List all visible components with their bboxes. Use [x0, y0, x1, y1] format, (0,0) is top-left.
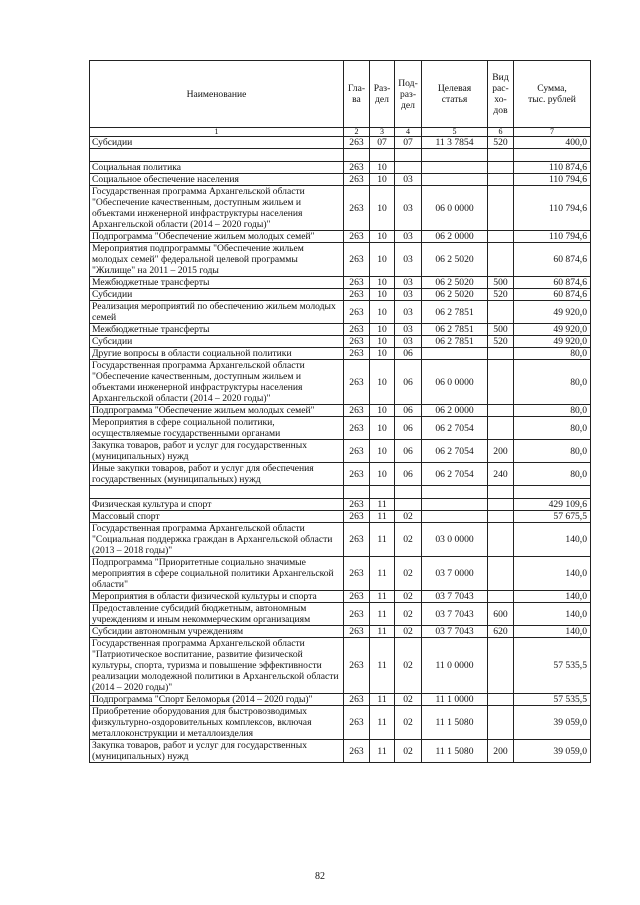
row-name: Мероприятия подпрограммы "Обеспечение жильем молодых семей" федеральной целевой программы "Жилище" на 2011 – 2015 годы: [90, 243, 344, 277]
row-glava: 263: [344, 417, 370, 440]
row-statya: 06 2 5020: [422, 277, 488, 289]
row-vid: [488, 348, 514, 360]
row-glava: 263: [344, 348, 370, 360]
column-number: 2: [344, 128, 370, 137]
row-name: Социальная политика: [90, 162, 344, 174]
row-statya: 06 2 0000: [422, 405, 488, 417]
row-razdel: 10: [370, 277, 395, 289]
row-glava: 263: [344, 289, 370, 301]
row-razdel: 10: [370, 301, 395, 324]
table-row: [90, 186, 591, 231]
spacer-cell: [514, 486, 591, 499]
row-statya: 03 7 7043: [422, 591, 488, 603]
row-glava: 263: [344, 557, 370, 591]
row-glava: 263: [344, 523, 370, 557]
row-podrazdel: 02: [395, 740, 422, 763]
row-podrazdel: 06: [395, 440, 422, 463]
row-glava: 263: [344, 511, 370, 523]
spacer-row: [90, 486, 591, 499]
row-summa: 39 059,0: [514, 706, 591, 740]
row-podrazdel: 03: [395, 231, 422, 243]
row-name: Массовый спорт: [90, 511, 344, 523]
row-vid: [488, 706, 514, 740]
spacer-cell: [422, 486, 488, 499]
table-row: [90, 174, 591, 186]
row-razdel: 11: [370, 694, 395, 706]
row-razdel: 10: [370, 174, 395, 186]
table-row: [90, 706, 591, 740]
table-row: [90, 638, 591, 694]
row-name: Государственная программа Архангельской области "Обеспечение качественным, доступным жильем и объектами инженерной инфраструктуры населения Архангельской области (2014 – 2020 годы)": [90, 360, 344, 405]
column-header: Наименование: [90, 61, 344, 128]
row-razdel: 10: [370, 360, 395, 405]
row-statya: 11 1 5080: [422, 706, 488, 740]
row-summa: 57 535,5: [514, 694, 591, 706]
table-row: [90, 511, 591, 523]
row-razdel: 10: [370, 463, 395, 486]
row-name: Межбюджетные трансферты: [90, 277, 344, 289]
row-razdel: 11: [370, 499, 395, 511]
row-podrazdel: [395, 162, 422, 174]
row-razdel: 10: [370, 324, 395, 336]
row-razdel: 10: [370, 405, 395, 417]
row-vid: 520: [488, 336, 514, 348]
row-vid: [488, 301, 514, 324]
row-summa: 49 920,0: [514, 324, 591, 336]
row-name: Государственная программа Архангельской области "Социальная поддержка граждан в Архангельской области (2013 – 2018 годы)": [90, 523, 344, 557]
row-summa: 60 874,6: [514, 289, 591, 301]
header-row: [90, 61, 591, 128]
table-row: [90, 694, 591, 706]
row-statya: 03 7 0000: [422, 557, 488, 591]
row-name: Предоставление субсидий бюджетным, автономным учреждениям и иным некоммерческим организациям: [90, 603, 344, 626]
column-number: 4: [395, 128, 422, 137]
spacer-row: [90, 149, 591, 162]
row-summa: 400,0: [514, 137, 591, 149]
row-name: Государственная программа Архангельской области "Обеспечение качественным, доступным жильем и объектами инженерной инфраструктуры населения Архангельской области (2014 – 2020 годы)": [90, 186, 344, 231]
table-row: [90, 137, 591, 149]
table-row: [90, 557, 591, 591]
row-glava: 263: [344, 405, 370, 417]
row-razdel: 11: [370, 638, 395, 694]
row-glava: 263: [344, 706, 370, 740]
table-row: [90, 243, 591, 277]
row-summa: 429 109,6: [514, 499, 591, 511]
row-razdel: 11: [370, 740, 395, 763]
row-vid: [488, 162, 514, 174]
table-row: [90, 231, 591, 243]
table-row: [90, 289, 591, 301]
spacer-cell: [488, 149, 514, 162]
row-name: Физическая культура и спорт: [90, 499, 344, 511]
row-podrazdel: 02: [395, 626, 422, 638]
row-name: Государственная программа Архангельской области "Патриотическое воспитание, развитие физической культуры, спорта, туризма и повышение эффективности реализации молодежной политики в Архангельской области (2014 – 2020 годы)": [90, 638, 344, 694]
row-summa: 57 535,5: [514, 638, 591, 694]
row-name: Реализация мероприятий по обеспечению жильем молодых семей: [90, 301, 344, 324]
row-razdel: 10: [370, 440, 395, 463]
row-summa: 80,0: [514, 405, 591, 417]
row-glava: 263: [344, 231, 370, 243]
row-glava: 263: [344, 277, 370, 289]
row-glava: 263: [344, 301, 370, 324]
row-glava: 263: [344, 591, 370, 603]
row-statya: 03 0 0000: [422, 523, 488, 557]
row-razdel: 11: [370, 706, 395, 740]
row-statya: [422, 348, 488, 360]
row-vid: [488, 186, 514, 231]
table-row: [90, 417, 591, 440]
spacer-cell: [422, 149, 488, 162]
row-vid: [488, 638, 514, 694]
row-glava: 263: [344, 626, 370, 638]
row-razdel: 10: [370, 162, 395, 174]
row-glava: 263: [344, 360, 370, 405]
row-summa: 110 794,6: [514, 174, 591, 186]
row-podrazdel: 03: [395, 324, 422, 336]
row-statya: 06 2 5020: [422, 243, 488, 277]
row-vid: 240: [488, 463, 514, 486]
row-statya: 03 7 7043: [422, 626, 488, 638]
table-row: [90, 324, 591, 336]
spacer-cell: [344, 149, 370, 162]
row-glava: 263: [344, 694, 370, 706]
row-vid: 520: [488, 137, 514, 149]
row-glava: 263: [344, 638, 370, 694]
spacer-cell: [344, 486, 370, 499]
column-number-row: [90, 128, 591, 137]
row-podrazdel: 06: [395, 463, 422, 486]
table-row: [90, 499, 591, 511]
row-summa: 80,0: [514, 463, 591, 486]
spacer-cell: [90, 486, 344, 499]
row-name: Другие вопросы в области социальной политики: [90, 348, 344, 360]
row-vid: [488, 511, 514, 523]
row-vid: [488, 417, 514, 440]
row-podrazdel: 06: [395, 360, 422, 405]
row-summa: 49 920,0: [514, 301, 591, 324]
row-name: Социальное обеспечение населения: [90, 174, 344, 186]
table-row: [90, 440, 591, 463]
row-podrazdel: 02: [395, 557, 422, 591]
row-glava: 263: [344, 463, 370, 486]
column-number: 3: [370, 128, 395, 137]
table-row: [90, 405, 591, 417]
row-summa: 140,0: [514, 626, 591, 638]
row-name: Субсидии: [90, 137, 344, 149]
row-statya: 06 2 5020: [422, 289, 488, 301]
row-vid: 200: [488, 440, 514, 463]
row-razdel: 07: [370, 137, 395, 149]
row-vid: 600: [488, 603, 514, 626]
row-glava: 263: [344, 137, 370, 149]
row-statya: [422, 511, 488, 523]
table-row: [90, 336, 591, 348]
spacer-cell: [90, 149, 344, 162]
row-statya: [422, 162, 488, 174]
table-row: [90, 301, 591, 324]
row-razdel: 10: [370, 336, 395, 348]
row-summa: 80,0: [514, 360, 591, 405]
row-vid: [488, 523, 514, 557]
row-statya: 11 3 7854: [422, 137, 488, 149]
row-statya: 06 2 7851: [422, 301, 488, 324]
row-podrazdel: 03: [395, 243, 422, 277]
row-summa: 57 675,5: [514, 511, 591, 523]
row-vid: 500: [488, 277, 514, 289]
budget-table: [89, 60, 591, 763]
table-row: [90, 591, 591, 603]
row-razdel: 11: [370, 626, 395, 638]
row-vid: [488, 174, 514, 186]
row-podrazdel: 03: [395, 186, 422, 231]
row-vid: 500: [488, 324, 514, 336]
row-vid: [488, 694, 514, 706]
row-glava: 263: [344, 186, 370, 231]
row-razdel: 10: [370, 231, 395, 243]
row-razdel: 10: [370, 348, 395, 360]
column-number: 5: [422, 128, 488, 137]
spacer-cell: [514, 149, 591, 162]
table-row: [90, 463, 591, 486]
row-name: Иные закупки товаров, работ и услуг для обеспечения государственных (муниципальных) нужд: [90, 463, 344, 486]
row-name: Закупка товаров, работ и услуг для государственных (муниципальных) нужд: [90, 440, 344, 463]
row-name: Подпрограмма "Спорт Беломорья (2014 – 2020 годы)": [90, 694, 344, 706]
column-header: Целевая статья: [422, 61, 488, 128]
row-vid: 620: [488, 626, 514, 638]
row-glava: 263: [344, 324, 370, 336]
row-statya: 06 0 0000: [422, 186, 488, 231]
row-summa: 80,0: [514, 348, 591, 360]
row-statya: 06 2 7054: [422, 417, 488, 440]
row-glava: 263: [344, 243, 370, 277]
row-statya: [422, 499, 488, 511]
row-podrazdel: 02: [395, 706, 422, 740]
row-name: Подпрограмма "Обеспечение жильем молодых семей": [90, 405, 344, 417]
row-podrazdel: 02: [395, 523, 422, 557]
row-vid: 520: [488, 289, 514, 301]
row-podrazdel: 02: [395, 638, 422, 694]
column-number: 1: [90, 128, 344, 137]
table-row: [90, 277, 591, 289]
row-statya: 11 1 5080: [422, 740, 488, 763]
row-razdel: 10: [370, 186, 395, 231]
row-podrazdel: 06: [395, 405, 422, 417]
table-body: [90, 137, 591, 763]
row-podrazdel: 07: [395, 137, 422, 149]
column-number: 7: [514, 128, 591, 137]
table-row: [90, 348, 591, 360]
row-name: Закупка товаров, работ и услуг для государственных (муниципальных) нужд: [90, 740, 344, 763]
row-podrazdel: 03: [395, 301, 422, 324]
row-razdel: 11: [370, 511, 395, 523]
row-summa: 110 794,6: [514, 186, 591, 231]
row-name: Мероприятия в сфере социальной политики, осуществляемые государственными органами: [90, 417, 344, 440]
row-glava: 263: [344, 162, 370, 174]
row-podrazdel: 06: [395, 348, 422, 360]
row-razdel: 11: [370, 603, 395, 626]
row-summa: 110 794,6: [514, 231, 591, 243]
row-name: Мероприятия в области физической культуры и спорта: [90, 591, 344, 603]
row-statya: [422, 174, 488, 186]
column-header: Сумма, тыс. рублей: [514, 61, 591, 128]
row-podrazdel: 02: [395, 694, 422, 706]
row-summa: 39 059,0: [514, 740, 591, 763]
row-podrazdel: 03: [395, 174, 422, 186]
row-statya: 06 0 0000: [422, 360, 488, 405]
row-glava: 263: [344, 440, 370, 463]
column-header: Под- раз- дел: [395, 61, 422, 128]
row-razdel: 10: [370, 417, 395, 440]
row-vid: [488, 591, 514, 603]
row-summa: 60 874,6: [514, 243, 591, 277]
table-row: [90, 740, 591, 763]
row-razdel: 10: [370, 243, 395, 277]
row-summa: 60 874,6: [514, 277, 591, 289]
row-summa: 49 920,0: [514, 336, 591, 348]
row-name: Межбюджетные трансферты: [90, 324, 344, 336]
row-podrazdel: 02: [395, 511, 422, 523]
row-summa: 140,0: [514, 557, 591, 591]
row-name: Подпрограмма "Приоритетные социально значимые мероприятия в сфере социальной политики Архангельской области": [90, 557, 344, 591]
row-summa: 140,0: [514, 591, 591, 603]
row-podrazdel: 03: [395, 289, 422, 301]
row-vid: [488, 243, 514, 277]
row-razdel: 11: [370, 523, 395, 557]
table-row: [90, 162, 591, 174]
row-statya: 06 2 7054: [422, 463, 488, 486]
row-name: Субсидии: [90, 336, 344, 348]
row-vid: 200: [488, 740, 514, 763]
row-summa: 80,0: [514, 440, 591, 463]
row-statya: 06 2 0000: [422, 231, 488, 243]
row-glava: 263: [344, 603, 370, 626]
row-vid: [488, 499, 514, 511]
row-glava: 263: [344, 740, 370, 763]
column-header: Раз- дел: [370, 61, 395, 128]
row-statya: 11 0 0000: [422, 638, 488, 694]
row-name: Субсидии: [90, 289, 344, 301]
spacer-cell: [395, 486, 422, 499]
row-statya: 06 2 7054: [422, 440, 488, 463]
row-podrazdel: [395, 499, 422, 511]
row-glava: 263: [344, 336, 370, 348]
row-podrazdel: 02: [395, 591, 422, 603]
row-statya: 06 2 7851: [422, 336, 488, 348]
row-vid: [488, 557, 514, 591]
spacer-cell: [488, 486, 514, 499]
table-row: [90, 523, 591, 557]
row-name: Подпрограмма "Обеспечение жильем молодых семей": [90, 231, 344, 243]
table-row: [90, 626, 591, 638]
row-podrazdel: 03: [395, 336, 422, 348]
column-header: Гла- ва: [344, 61, 370, 128]
row-podrazdel: 06: [395, 417, 422, 440]
row-summa: 80,0: [514, 417, 591, 440]
row-summa: 140,0: [514, 523, 591, 557]
column-header: Вид рас- хо- дов: [488, 61, 514, 128]
row-name: Субсидии автономным учреждениям: [90, 626, 344, 638]
row-statya: 11 1 0000: [422, 694, 488, 706]
row-razdel: 11: [370, 557, 395, 591]
table-row: [90, 603, 591, 626]
row-statya: 03 7 7043: [422, 603, 488, 626]
spacer-cell: [370, 149, 395, 162]
row-summa: 110 874,6: [514, 162, 591, 174]
table-row: [90, 360, 591, 405]
spacer-cell: [395, 149, 422, 162]
row-podrazdel: 02: [395, 603, 422, 626]
row-razdel: 11: [370, 591, 395, 603]
row-razdel: 10: [370, 289, 395, 301]
spacer-cell: [370, 486, 395, 499]
row-glava: 263: [344, 174, 370, 186]
row-statya: 06 2 7851: [422, 324, 488, 336]
row-vid: [488, 360, 514, 405]
row-vid: [488, 405, 514, 417]
page-number: 82: [315, 871, 325, 882]
column-number: 6: [488, 128, 514, 137]
row-podrazdel: 03: [395, 277, 422, 289]
row-summa: 140,0: [514, 603, 591, 626]
row-glava: 263: [344, 499, 370, 511]
row-name: Приобретение оборудования для быстровозводимых физкультурно-оздоровительных комплексов, включая металлоконструкции и металлоизделия: [90, 706, 344, 740]
row-vid: [488, 231, 514, 243]
